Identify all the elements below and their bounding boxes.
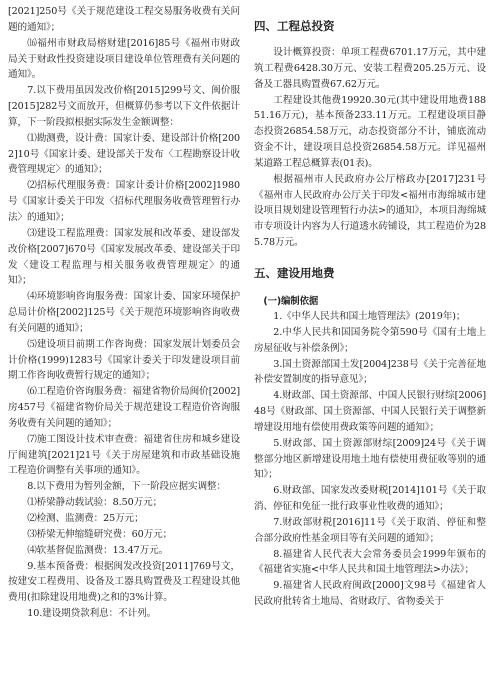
left-para-1: [2021]250号《关于规范建设工程交易服务收费有关问题的通知》； — [8, 6, 240, 33]
left-para-17: 10.建设期贷款利息：不计列。 — [27, 608, 157, 620]
land-para-6: 6.财政部、国家发改委财税[2014]101号《关于取消、停征和免征一批行政事业性收费的通知》； — [254, 485, 486, 513]
left-para-9: ⑹工程造价咨询服务费：福建省物价局闽价[2002]房457号《福建省物价局关于规范建设工程造价咨询服务收费有关问题的通知》； — [8, 386, 240, 429]
section-heading-investment: 四、工程总投资 — [254, 19, 335, 33]
land-para-8: 8.福建省人民代表大会常务委员会1999年颁布的《福建省实施<中华人民共和国土地管理法>办法》； — [254, 548, 486, 576]
left-para-7: ⑷环境影响咨询服务费：国家计委、国家环境保护总局计价格[2002]125号《关于规范环境影响咨询收费有关问题的通知》； — [8, 291, 240, 334]
left-column — [8, 4, 240, 622]
left-para-5: ⑵招标代理服务费：国家计委计价格[2002]1980号《国家计委关于印发〈招标代理服务收费管理暂行办法〉的通知》； — [8, 180, 240, 223]
land-para-1: 1.《中华人民共和国土地管理法》(2019年)； — [273, 310, 466, 322]
section-heading-land-cost: 五、建设用地费 — [254, 265, 335, 280]
left-para-2: ⒃福州市财政局榕财建[2016]85号《福州市财政局关于财政性投资建设项目建设单位管理费有关问题的通知》。 — [8, 37, 240, 81]
left-para-11: 8.以下费用为暂列金额，下一阶段应据实调整： — [27, 481, 227, 493]
land-para-9: 9.福建省人民政府闽政[2000]文98号《福建省人民政府批转省土地局、省财政厅、省物委关于 — [254, 580, 486, 608]
land-para-2: 2.中华人民共和国国务院令第590号《国有土地上房屋征收与补偿条例》； — [254, 326, 486, 354]
subsection-heading-basis: (一)编制依据 — [263, 295, 319, 307]
left-para-4: ⑴勘测费，设计费：国家计委、建设部计价格[2002]10号《国家计委、建设部关于发布〈工程勘察设计收费管理规定〉的通知》； — [8, 132, 240, 176]
left-para-12: ⑴桥梁静动载试验：8.50万元； — [27, 497, 163, 509]
left-para-10: ⑺施工图设计技术审查费：福建省住房和城乡建设厅闽建筑[2021]21号《关于房屋建筑和市政基础设施工程造价调整有关事项的通知》。 — [8, 433, 240, 477]
left-para-13: ⑵检测、监测费：25万元； — [27, 513, 144, 524]
land-para-7: 7.财政部财税[2016]11号《关于取消、停征和整合部分政府性基金项目等有关问题的通知》； — [254, 516, 486, 544]
left-para-14: ⑶桥梁无伸缩缝研究费：60万元； — [27, 528, 173, 540]
left-para-15: ⑷软基督促监测费：13.47万元。 — [27, 544, 169, 556]
left-para-3: 7.以下费用虽因发改价格[2015]299号文、闽价服[2015]282号文而放开，但概算仍参考以下文件依据计算，下一阶段拟根据实际发生金额调整： — [8, 85, 240, 128]
land-para-3: 3.国土资源部国土发[2004]238号《关于完善征地补偿安置制度的指导意见》； — [254, 358, 486, 386]
land-para-5: 5.财政部、国土资源部财综[2009]24号《关于调整部分地区新增建设用地土地有偿使用费征收等别的通知》； — [254, 437, 486, 481]
investment-para-3: 根据福州市人民政府办公厅榕政办[2017]231号《福州市人民政府办公厅关于印发<福州市海绵城市建设项目规划建设管理暂行办法>的通知》，本项目海绵城市专项设计内容为人行道透水砖铺设，其工程造价为285.78万元。 — [254, 173, 486, 249]
land-para-4: 4.财政部、国土资源部、中国人民银行财综[2006]48号《财政部、国土资源部、中国人民银行关于调整新增建设用地有偿使用费政策等问题的通知》； — [254, 390, 486, 433]
left-para-8: ⑸建设项目前期工作咨询费：国家发展计划委员会计价格(1999)1283号《国家计委关于印发建设项目前期工作咨询收费暂行规定的通知》； — [8, 338, 240, 382]
left-para-6: ⑶建设工程监理费：国家发展和改革委、建设部发改价格[2007]670号《国家发展改革委、建设部关于印发〈建设工程监理与相关服务收费管理规定〉的通知》； — [8, 227, 240, 287]
investment-para-2: 工程建设其他费19920.30元(其中建设用地费18851.16万元)，基本预备233.11万元。工程建设项目静态投资26854.58万元，动态投资部分不计，铺底流动资金不计，建设项目总投资26854.58万元。详见福州某道路工程总概算表(01表)。 — [254, 94, 486, 169]
left-para-16: 9.基本预备费：根据闽发改投资[2011]769号文，按建安工程费用、设备及工器具购置费及工程建设其他费用(扣除建设用地费)之和的3%计算。 — [8, 560, 240, 604]
investment-para-1: 设计概算投资：单项工程费6701.17万元，其中建筑工程费6428.30万元、安装工程费205.25万元、设备及工器具购置费67.62万元。 — [254, 47, 486, 90]
right-column — [254, 4, 486, 610]
